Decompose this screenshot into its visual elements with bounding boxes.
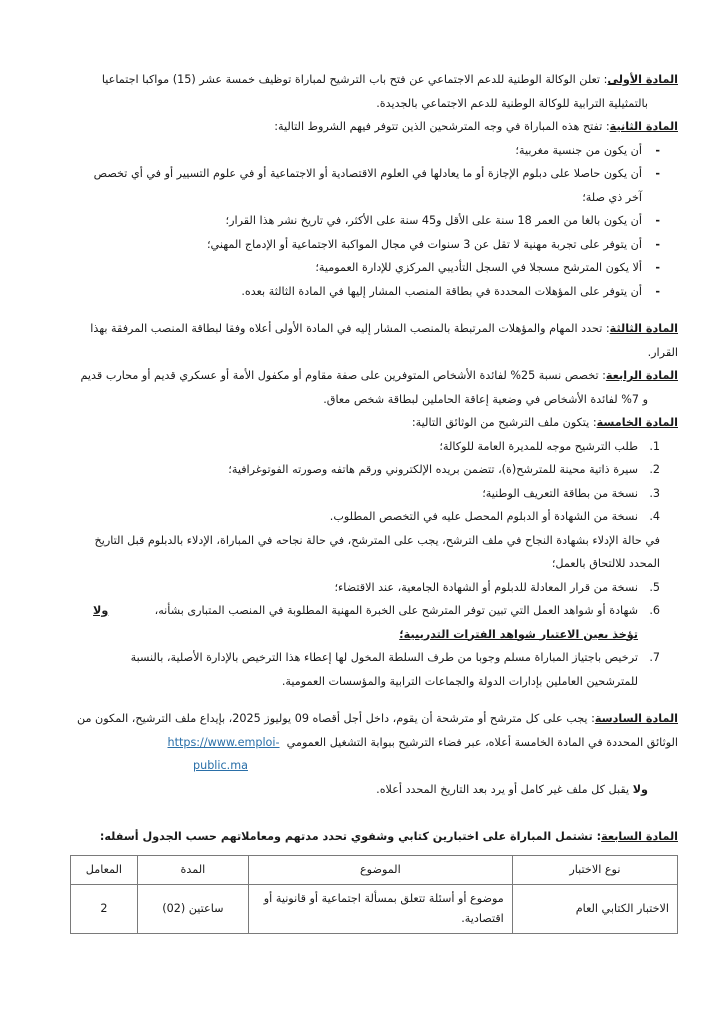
article-2-text: : تفتح هذه المباراة في وجه المترشحين الذين تتوفر فيهم الشروط التالية: <box>274 120 610 133</box>
item-number: 2. <box>649 463 660 476</box>
article-6-closing <box>76 778 678 802</box>
article-6-label: المادة السادسة <box>594 712 678 725</box>
document-item <box>76 576 660 600</box>
cell-duration: ساعتين (02) <box>137 884 248 933</box>
document-page <box>76 68 678 934</box>
article-1-text: : تعلن الوكالة الوطنية للدعم الاجتماعي عن فتح باب الترشيح لمباراة توظيف خمسة عشر (15) مواكبا اجتماعيا <box>101 73 608 86</box>
cell-subject: موضوع أو أسئلة تتعلق بمسألة اجتماعية أو قانونية أو اقتصادية. <box>248 884 512 933</box>
condition-item: - أن يكون من جنسية مغربية؛ <box>76 139 660 163</box>
article-4-continuation: و 7% لفائدة الأشخاص في وضعية إعاقة الحاملين لبطاقة شخص معاق. <box>323 392 648 406</box>
header-subject: الموضوع <box>248 855 512 884</box>
spacer <box>76 815 678 825</box>
article-2 <box>76 115 678 139</box>
item-number: 7. <box>649 651 660 664</box>
spacer <box>76 303 678 317</box>
article-3 <box>76 317 678 364</box>
article-1-continuation: بالتمثيلية الترابية للوكالة الوطنية للدعم الاجتماعي بالجديدة. <box>376 96 648 110</box>
item-text: نسخة من بطاقة التعريف الوطنية؛ <box>482 486 638 500</box>
item-number: 6. <box>649 604 660 617</box>
conditions-list <box>76 139 678 304</box>
closing-text: يقبل كل ملف غير كامل أو يرد بعد التاريخ المحدد أعلاه. <box>376 782 633 796</box>
item-text: ترخيص باجتياز المباراة مسلم وجوبا من طرف السلطة المخول لها إعطاء هذا الترخيص بالإدارة الأصلية، بالنسبة للمترشحين العاملين بإدارات الدولة والجماعات الترابية والمؤسسات العمومية. <box>130 651 638 688</box>
spacer <box>76 801 678 815</box>
table-header-row <box>71 855 678 884</box>
article-6-text: : يجب على كل مترشح أو مترشحة أن يقوم، داخل أجل أقصاه 09 يوليوز 2025، بإيداع ملف الترشيح، المكون من الوثائق المحددة في المادة الخامسة أعلاه، عبر فضاء الترشيح ببوابة التشغيل العمومي <box>76 712 678 749</box>
article-4-label: المادة الرابعة <box>605 369 678 382</box>
link-continuation-line <box>76 754 678 778</box>
diploma-note: في حالة الإدلاء بشهادة النجاح في ملف الترشح، يجب على المترشح، في حالة نجاحه في المباراة، الإدلاء بالدبلوم قبل التاريخ المحدد للالتحاق بالعمل؛ <box>94 533 660 570</box>
article-5-label: المادة الخامسة <box>596 416 678 429</box>
item-text: شهادة أو شواهد العمل التي تبين توفر المترشح على الخبرة المهنية المطلوبة في المنصب المتبارى بشأنه، <box>154 604 638 617</box>
documents-list <box>76 435 678 529</box>
item-text: سيرة ذاتية محينة للمترشح(ة)، تتضمن بريده الإلكتروني ورقم هاتفه وصورته الفوتوغرافية؛ <box>228 463 638 476</box>
condition-item: - أن يتوفر على المؤهلات المحددة في بطاقة المنصب المشار إليها في المادة الثالثة بعده. <box>76 280 660 304</box>
condition-item: - أن يكون بالغا من العمر 18 سنة على الأقل و45 سنة على الأكثر، في تاريخ نشر هذا القرار؛ <box>76 209 660 233</box>
article-1 <box>76 68 678 92</box>
closing-emphasis: ولا <box>632 782 648 796</box>
document-item <box>76 435 660 459</box>
article-7-text: : تشتمل المباراة على اختبارين كتابي وشفوي تحدد مدتهم ومعاملاتهم حسب الجدول أسفله: <box>99 830 602 843</box>
employment-portal-link[interactable]: https://www.emploi- <box>167 735 280 749</box>
item-number: 3. <box>649 486 660 500</box>
condition-item: - ألا يكون المترشح مسجلا في السجل التأديبي المركزي للإدارة العمومية؛ <box>76 256 660 280</box>
employment-portal-link-cont[interactable]: public.ma <box>193 759 248 772</box>
item-text: نسخة من الشهادة أو الدبلوم المحصل عليه في التخصص المطلوب. <box>329 510 638 523</box>
header-coefficient: المعامل <box>71 855 138 884</box>
cell-exam-type: الاختبار الكتابي العام <box>512 884 677 933</box>
header-duration: المدة <box>137 855 248 884</box>
item-text: نسخة من قرار المعادلة للدبلوم أو الشهادة الجامعية، عند الاقتضاء؛ <box>334 580 638 594</box>
item-emphasis: ولا <box>93 604 109 617</box>
article-4-text: : تخصص نسبة 25% لفائدة الأشخاص المتوفرين على صفة مقاوم أو مكفول الأمة أو عسكري قديم أو محارب قديم <box>80 369 606 382</box>
table-row <box>71 884 678 933</box>
cell-coefficient: 2 <box>71 884 138 933</box>
article-5-text: : يتكون ملف الترشيح من الوثائق التالية: <box>411 416 597 429</box>
article-4 <box>76 364 678 388</box>
spacer <box>76 693 678 707</box>
condition-item: - أن يكون حاصلا على دبلوم الإجازة أو ما يعادلها في العلوم الاقتصادية أو الاجتماعية أو في علوم التسيير أو في أي تخصص آخر ذي صلة؛ <box>76 162 660 209</box>
article-2-label: المادة الثانية <box>609 120 678 133</box>
document-item <box>76 505 660 529</box>
document-item <box>76 646 660 693</box>
item-text: طلب الترشيح موجه للمديرة العامة للوكالة؛ <box>439 439 638 453</box>
document-item <box>76 458 660 482</box>
header-exam-type: نوع الاختبار <box>512 855 677 884</box>
article-3-text: : تحدد المهام والمؤهلات المرتبطة بالمنصب المشار إليه في المادة الأولى أعلاه وفقا لبطاقة المنصب المرفقة بهذا القرار. <box>90 322 678 359</box>
item-number: 4. <box>649 510 660 523</box>
exams-table <box>70 855 678 934</box>
item-emphasis-line: تؤخذ بعين الاعتبار شواهد الفترات التدريبية؛ <box>399 627 638 641</box>
article-3-label: المادة الثالثة <box>609 322 678 335</box>
article-6 <box>76 707 678 754</box>
item-number: 1. <box>649 439 660 453</box>
article-5 <box>76 411 678 435</box>
document-item <box>76 482 660 506</box>
article-1-label: المادة الأولى <box>607 73 678 86</box>
documents-list-continued <box>76 576 678 694</box>
condition-item: - أن يتوفر على تجربة مهنية لا تقل عن 3 سنوات في مجال المواكبة الاجتماعية أو الإدماج المهني؛ <box>76 233 660 257</box>
document-item <box>76 599 660 646</box>
item-number: 5. <box>649 580 660 594</box>
article-7-label: المادة السابعة <box>601 830 678 843</box>
article-7 <box>76 825 678 849</box>
